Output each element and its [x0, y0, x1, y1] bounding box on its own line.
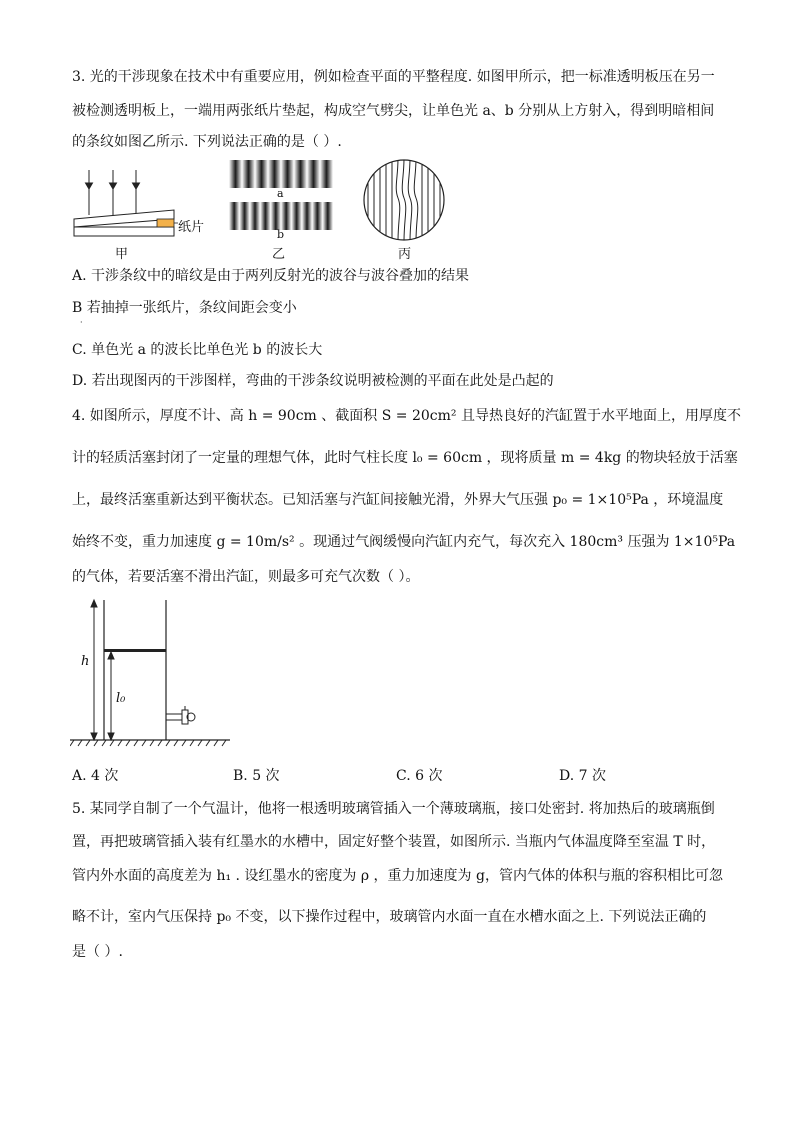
q4-line-5: 的气体，若要活塞不滑出汽缸，则最多可充气次数（ ）。 [72, 569, 420, 585]
paper-label: 纸片 [178, 220, 205, 235]
q3-line-3: 的条纹如图乙所示. 下列说法正确的是（ ）. [72, 134, 342, 150]
label-a: a [277, 187, 284, 200]
q5-line-3: 管内外水面的高度差为 h₁ . 设红墨水的密度为 ρ ，重力加速度为 g，管内气体的体积与瓶的容积相比可忽 [72, 868, 723, 884]
gas-valve [166, 706, 195, 724]
stray-dot: · [80, 318, 83, 327]
q5-line-2: 置，再把玻璃管插入装有红墨水的水槽中，固定好整个装置，如图所示. 当瓶内气体温度降至室温 T 时， [72, 834, 716, 850]
q4-line-1: 4. 如图所示，厚度不计、高 h = 90cm 、截面积 S = 20cm² 且导热良好的汽缸置于水平地面上，用厚度不 [72, 408, 741, 424]
piston [104, 649, 166, 652]
q3-option-b: B 若抽掉一张纸片，条纹间距会变小 [72, 300, 297, 316]
q5-line-5: 是（ ）. [72, 944, 123, 960]
q5-line-1: 5. 某同学自制了一个气温计，他将一根透明玻璃管插入一个薄玻璃瓶，接口处密封. 将加热后的玻璃瓶倒 [72, 801, 715, 817]
q3-line-2: 被检测透明板上，一端用两张纸片垫起，构成空气劈尖，让单色光 a、b 分别从上方射入，得到明暗相间 [72, 103, 715, 119]
q3-line-1: 3. 光的干涉现象在技术中有重要应用，例如检查平面的平整程度. 如图甲所示，把一标准透明板压在另一 [72, 69, 715, 85]
figure-bing-curved-fringes [360, 158, 448, 242]
label-b: b [277, 228, 285, 241]
q4-option-a: A. 4 次 [72, 768, 119, 784]
l0-dimension [108, 652, 114, 740]
q4-option-d: D. 7 次 [559, 768, 606, 784]
figure-q4-cylinder [70, 596, 230, 748]
q3-option-c: C. 单色光 a 的波长比单色光 b 的波长大 [72, 342, 323, 358]
caption-jia: 甲 [115, 247, 129, 262]
caption-bing: 丙 [398, 247, 412, 262]
q3-option-a: A. 干涉条纹中的暗纹是由于两列反射光的波谷与波谷叠加的结果 [72, 268, 470, 284]
q4-option-b: B. 5 次 [233, 768, 280, 784]
q4-line-4: 始终不变，重力加速度 g = 10m/s² 。现通过气阀缓慢向汽缸内充气，每次充入 180cm³ 压强为 1×10⁵Pa [72, 534, 736, 550]
label-h: h [81, 654, 90, 669]
test-plate [74, 227, 174, 236]
curved-fringe-lines [368, 158, 440, 242]
incident-light-arrows [86, 170, 140, 215]
q4-line-3: 上，最终活塞重新达到平衡状态。已知活塞与汽缸间接触光滑，外界大气压强 p₀ = 1×10⁵Pa ，环境温度 [72, 492, 724, 508]
h-dimension [91, 600, 97, 740]
q4-option-c: C. 6 次 [396, 768, 443, 784]
q3-option-d: D. 若出现图丙的干涉图样，弯曲的干涉条纹说明被检测的平面在此处是凸起的 [72, 373, 554, 389]
label-l0: l₀ [116, 691, 126, 706]
ground-hatch [70, 740, 226, 746]
q5-line-4: 略不计，室内气压保持 p₀ 不变，以下操作过程中，玻璃管内水面一直在水槽水面之上. 下列说法正确的 [72, 909, 707, 925]
caption-yi: 乙 [272, 247, 286, 262]
figure-jia-air-wedge [70, 165, 210, 257]
q4-line-2: 计的轻质活塞封闭了一定量的理想气体，此时气柱长度 l₀ = 60cm ，现将质量 m = 4kg 的物块轻放于活塞 [72, 450, 738, 466]
paper-spacer [157, 219, 174, 227]
